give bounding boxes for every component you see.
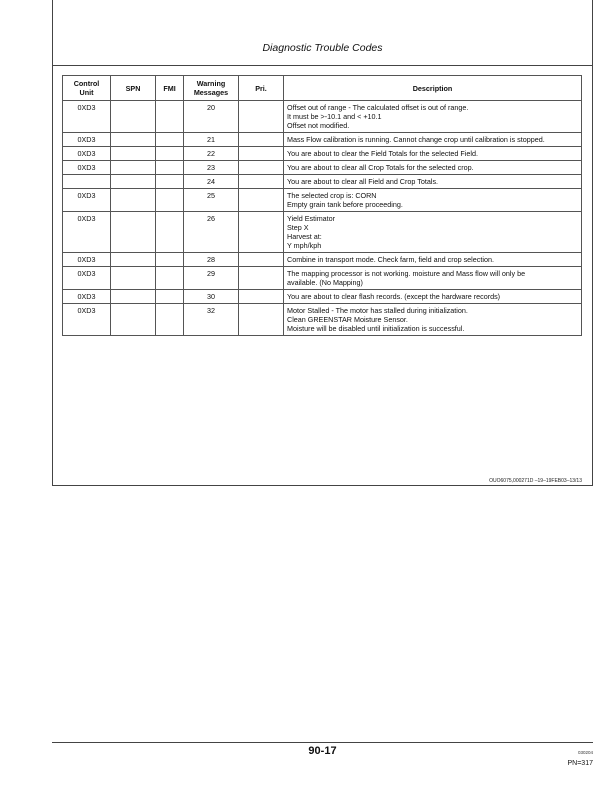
header-rule xyxy=(52,65,593,66)
spn-cell xyxy=(111,189,156,212)
header-pri: Pri. xyxy=(239,76,284,101)
fmi-cell xyxy=(156,212,184,253)
fmi-cell xyxy=(156,267,184,290)
table-row xyxy=(63,175,582,189)
description-line: Empty grain tank before proceeding. xyxy=(287,200,403,209)
description-cell xyxy=(284,175,582,189)
header-control-unit xyxy=(63,76,111,101)
spn-cell xyxy=(111,267,156,290)
description-line: You are about to clear all Field and Crop Totals. xyxy=(287,177,439,186)
pri-cell xyxy=(239,133,284,147)
description-line: Offset not modified. xyxy=(287,121,350,130)
section-title: Diagnostic Trouble Codes xyxy=(262,42,383,54)
spn-cell xyxy=(111,161,156,175)
header-warning-messages xyxy=(184,76,239,101)
spn-cell xyxy=(111,253,156,267)
header-control-unit-line2: Unit xyxy=(79,88,94,97)
description-cell xyxy=(284,101,582,133)
spn-cell xyxy=(111,133,156,147)
description-line: The mapping processor is not working. moisture and Mass flow will only be xyxy=(287,269,526,278)
spn-cell xyxy=(111,175,156,189)
fmi-cell xyxy=(156,161,184,175)
page-number: 90-17 xyxy=(308,745,337,757)
table-row xyxy=(63,212,582,253)
description-cell xyxy=(284,161,582,175)
description-cell xyxy=(284,267,582,290)
pri-cell xyxy=(239,212,284,253)
pri-cell xyxy=(239,290,284,304)
fmi-cell xyxy=(156,290,184,304)
fmi-cell xyxy=(156,133,184,147)
fmi-cell xyxy=(156,304,184,336)
warning-message-cell: 24 xyxy=(184,175,239,189)
table-row xyxy=(63,133,582,147)
description-cell xyxy=(284,133,582,147)
pri-cell xyxy=(239,161,284,175)
header-description: Description xyxy=(284,76,582,101)
description-line: Clean GREENSTAR Moisture Sensor. xyxy=(287,315,408,324)
description-cell xyxy=(284,304,582,336)
header-warning-line1: Warning xyxy=(196,79,226,88)
description-line: You are about to clear the Field Totals for the selected Field. xyxy=(287,149,478,158)
pri-cell xyxy=(239,253,284,267)
frame-bottom-rule xyxy=(52,485,593,486)
table-body xyxy=(63,101,582,336)
description-line: Step X xyxy=(287,223,309,232)
pri-cell xyxy=(239,147,284,161)
footer-rule xyxy=(52,742,593,743)
description-line: Motor Stalled - The motor has stalled during initialization. xyxy=(287,306,468,315)
pri-cell xyxy=(239,189,284,212)
warning-message-cell: 26 xyxy=(184,212,239,253)
warning-message-cell: 30 xyxy=(184,290,239,304)
spn-cell xyxy=(111,147,156,161)
control-unit-cell xyxy=(63,175,111,189)
table-row xyxy=(63,304,582,336)
description-line: Mass Flow calibration is running. Cannot change crop until calibration is stopped. xyxy=(287,135,545,144)
warning-message-cell: 23 xyxy=(184,161,239,175)
description-cell xyxy=(284,147,582,161)
description-line: Y mph/kph xyxy=(287,241,322,250)
warning-message-cell: 29 xyxy=(184,267,239,290)
warning-message-cell: 32 xyxy=(184,304,239,336)
description-line: You are about to clear flash records. (except the hardware records) xyxy=(287,292,501,301)
fmi-cell xyxy=(156,175,184,189)
pri-cell xyxy=(239,267,284,290)
control-unit-cell: 0XD3 xyxy=(63,304,111,336)
description-cell xyxy=(284,290,582,304)
header-control-unit-line1: Control xyxy=(73,79,100,88)
print-date: 030204 xyxy=(577,750,593,755)
dtc-table xyxy=(62,75,582,336)
header-spn: SPN xyxy=(111,76,156,101)
pri-cell xyxy=(239,175,284,189)
fmi-cell xyxy=(156,101,184,133)
description-line: It must be >-10.1 and < +10.1 xyxy=(287,112,382,121)
control-unit-cell: 0XD3 xyxy=(63,189,111,212)
fmi-cell xyxy=(156,189,184,212)
pn-number: PN=317 xyxy=(567,760,593,767)
table-row xyxy=(63,290,582,304)
description-cell xyxy=(284,189,582,212)
fmi-cell xyxy=(156,147,184,161)
table-row xyxy=(63,267,582,290)
description-cell xyxy=(284,212,582,253)
frame-right-rule xyxy=(592,0,593,485)
control-unit-cell: 0XD3 xyxy=(63,101,111,133)
description-line: You are about to clear all Crop Totals for the selected crop. xyxy=(287,163,474,172)
warning-message-cell: 28 xyxy=(184,253,239,267)
pri-cell xyxy=(239,304,284,336)
description-line: Combine in transport mode. Check farm, field and crop selection. xyxy=(287,255,494,264)
description-line: Offset out of range - The calculated offset is out of range. xyxy=(287,103,469,112)
spn-cell xyxy=(111,304,156,336)
table-row xyxy=(63,189,582,212)
pri-cell xyxy=(239,101,284,133)
document-reference: OUO6075,000271D –19–19FEB03–13/13 xyxy=(489,478,582,484)
spn-cell xyxy=(111,290,156,304)
fmi-cell xyxy=(156,253,184,267)
warning-message-cell: 20 xyxy=(184,101,239,133)
control-unit-cell: 0XD3 xyxy=(63,267,111,290)
description-line: Harvest at: xyxy=(287,232,322,241)
header-fmi: FMI xyxy=(156,76,184,101)
header-warning-line2: Messages xyxy=(193,88,229,97)
warning-message-cell: 25 xyxy=(184,189,239,212)
warning-message-cell: 22 xyxy=(184,147,239,161)
warning-message-cell: 21 xyxy=(184,133,239,147)
table-row xyxy=(63,253,582,267)
table-row xyxy=(63,147,582,161)
description-line: Yield Estimator xyxy=(287,214,336,223)
control-unit-cell: 0XD3 xyxy=(63,212,111,253)
table-header-row xyxy=(63,76,582,101)
spn-cell xyxy=(111,212,156,253)
spn-cell xyxy=(111,101,156,133)
description-cell xyxy=(284,253,582,267)
frame-left-rule xyxy=(52,0,53,485)
control-unit-cell: 0XD3 xyxy=(63,290,111,304)
table-row xyxy=(63,101,582,133)
control-unit-cell: 0XD3 xyxy=(63,253,111,267)
description-line: Moisture will be disabled until initialization is successful. xyxy=(287,324,465,333)
control-unit-cell: 0XD3 xyxy=(63,133,111,147)
description-line: The selected crop is: CORN xyxy=(287,191,377,200)
description-line: available. (No Mapping) xyxy=(287,278,363,287)
control-unit-cell: 0XD3 xyxy=(63,161,111,175)
control-unit-cell: 0XD3 xyxy=(63,147,111,161)
table-row xyxy=(63,161,582,175)
